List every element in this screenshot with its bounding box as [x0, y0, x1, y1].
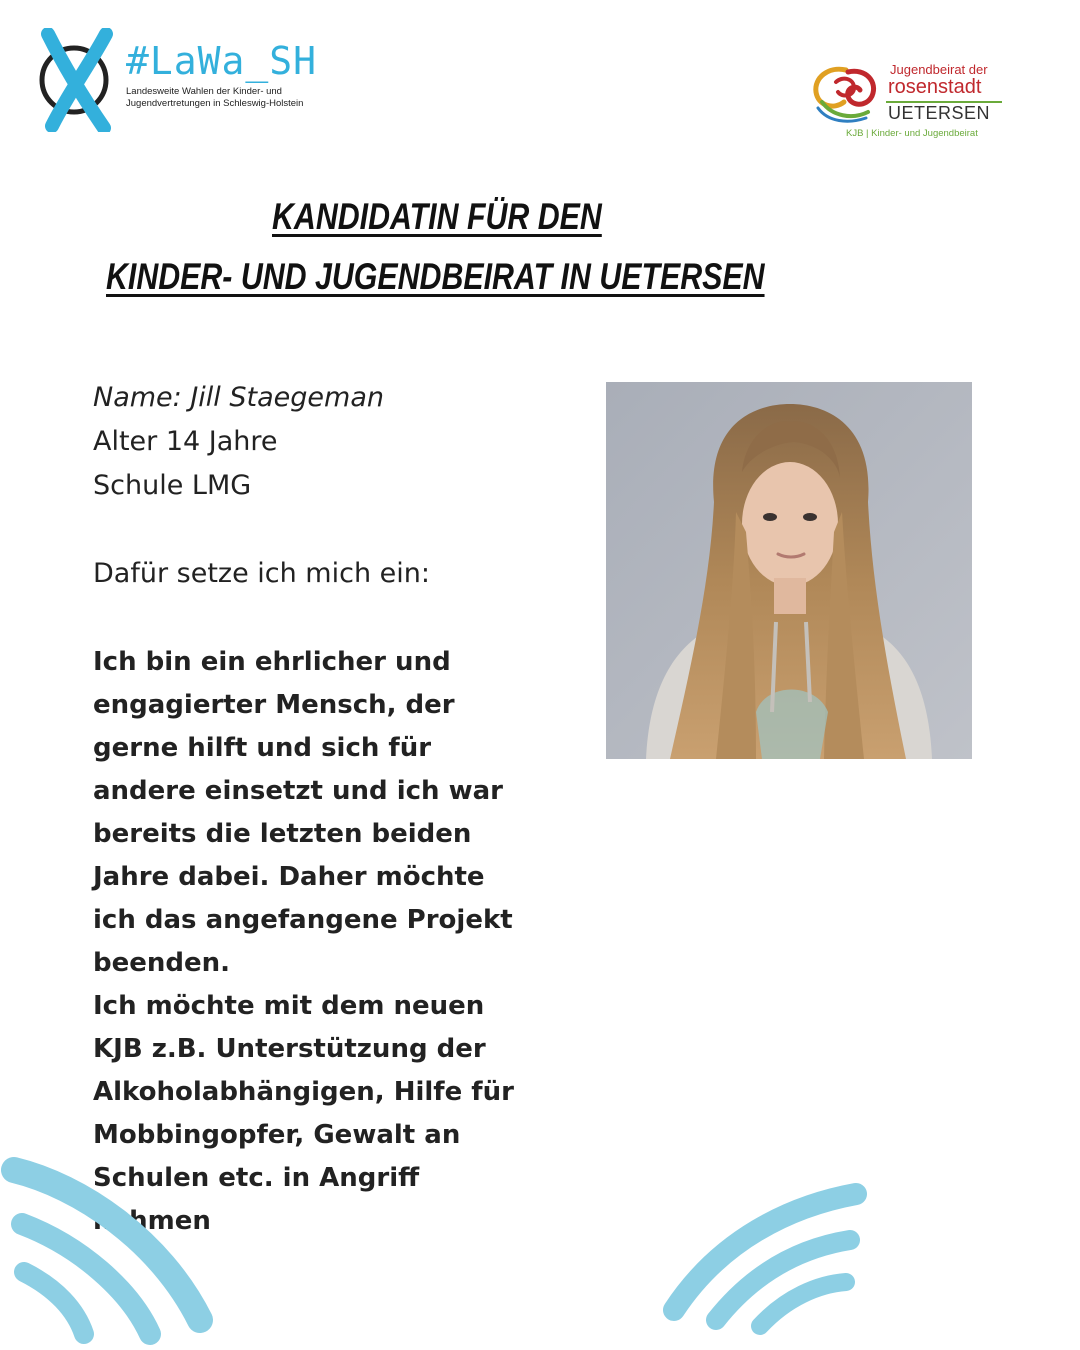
- jugendbeirat-uetersen-logo: [808, 58, 1018, 148]
- candidate-profile: [93, 376, 533, 596]
- kjb-line4: KJB | Kinder- und Jugendbeirat: [846, 128, 978, 139]
- commitment-heading: Dafür setze ich mich ein:: [93, 558, 430, 589]
- ballot-cross-icon: [38, 28, 118, 132]
- candidate-photo: [606, 382, 972, 759]
- lawa-subtitle-line1: Landesweite Wahlen der Kinder- und: [126, 86, 282, 97]
- candidate-name: Name: Jill Staegeman: [93, 382, 384, 413]
- page-title-line1: KANDIDATIN FÜR DEN: [272, 196, 602, 237]
- candidate-age: Alter 14 Jahre: [93, 426, 278, 457]
- lawa-title: #LaWa_SH: [126, 39, 318, 83]
- kjb-line3: UETERSEN: [888, 103, 991, 123]
- portrait-illustration: [606, 382, 972, 759]
- rose-icon: [808, 62, 884, 124]
- lawa-subtitle: [126, 86, 303, 110]
- lawa-sh-logo: [38, 28, 358, 138]
- lawa-subtitle-line2: Jugendvertretungen in Schleswig-Holstein: [126, 98, 304, 109]
- spacer: [93, 508, 533, 552]
- page-title-line2: KINDER- UND JUGENDBEIRAT IN UETERSEN: [106, 256, 765, 297]
- kjb-line2: rosenstadt: [888, 76, 982, 98]
- commitment-paragraph-2: Ich möchte mit dem neuen KJB z.B. Unterstützung der Alkoholabhängigen, Hilfe für Mobbingopfer, Gewalt an Schulen etc. in Angriff nehmen: [93, 991, 514, 1236]
- decorative-strokes-right: [650, 1180, 880, 1340]
- commitment-paragraph-1: Ich bin ein ehrlicher und engagierter Mensch, der gerne hilft und sich für andere einsetzt und ich war bereits die letzten beiden Jahre dabei. Daher möchte ich das angefangene Projekt beenden.: [93, 647, 513, 978]
- kjb-line1: Jugendbeirat der: [890, 62, 988, 77]
- commitment-text: [93, 641, 523, 1243]
- candidate-school: Schule LMG: [93, 470, 252, 501]
